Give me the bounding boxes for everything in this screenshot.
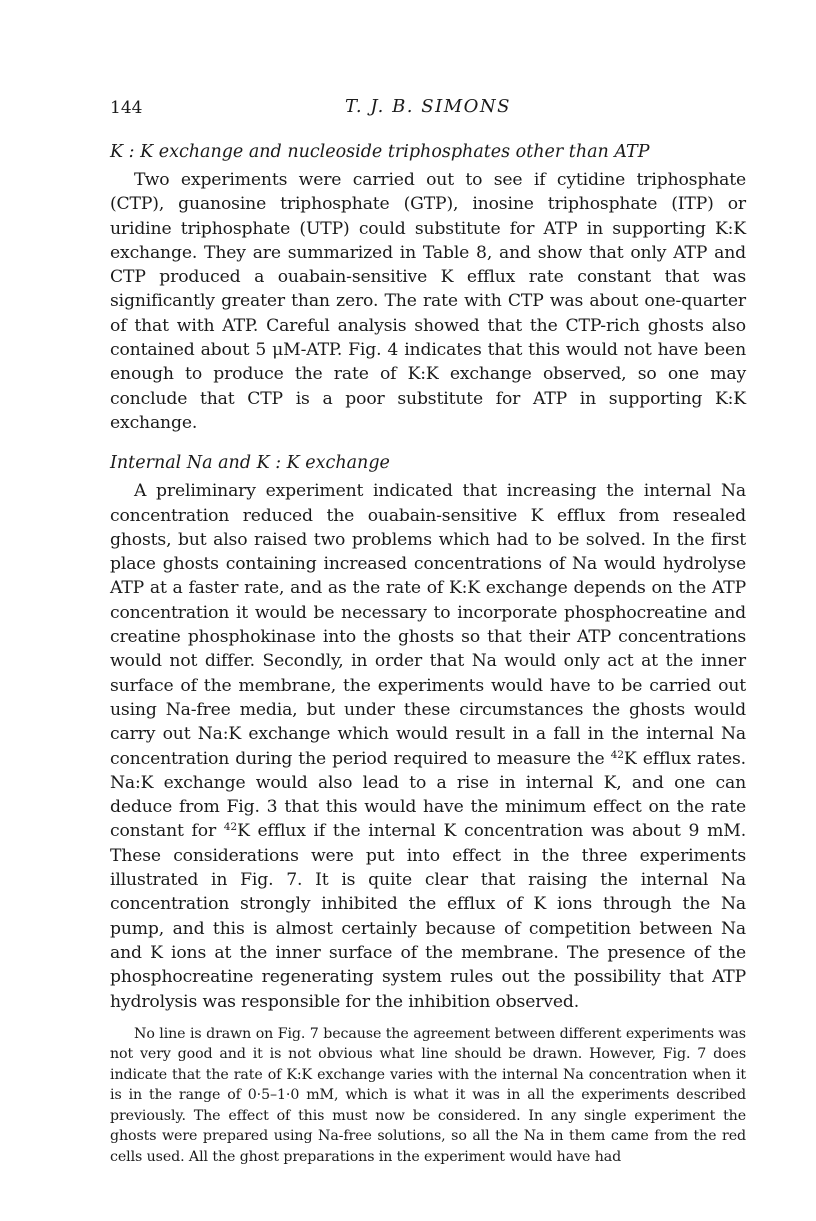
running-title: T. J. B. SIMONS: [345, 96, 511, 117]
paragraph-nucleoside: Two experiments were carried out to see if cytidine triphosphate (CTP), guanosine triphosphate (GTP), inosine triphosphate (ITP) or uridine triphosphate (UTP) could substitute for ATP in supporting K:K exchange. They are summarized in Table 8, and show that only ATP and CTP produced a ouabain-sensitive K efflux rate constant that was significantly greater than zero. The rate with CTP was about one-quarter of that with ATP. Careful analysis showed that the CTP-rich ghosts also contained about 5 μM-ATP. Fig. 4 indicates that this would not have been enough to produce the rate of K:K exchange observed, so one may conclude that CTP is a poor substitute for ATP in supporting K:K exchange.: [110, 170, 746, 433]
section-gap: [110, 435, 746, 451]
page: [110, 92, 746, 1167]
paragraph-text: K efflux rates. Na:K exchange would also lead to a rise in internal K, and one can deduce from Fig. 3 that this would have the minimum effect on the rate constant for: [110, 748, 746, 842]
paragraph-text: A preliminary experiment indicated that increasing the internal Na concentration reduced the ouabain-sensitive K efflux from resealed ghosts, but also raised two problems which had to be solved. In the first place ghosts containing increased concentrations of Na would hydrolyse ATP at a faster rate, and as the rate of K:K exchange depends on the ATP concentration it would be necessary to incorporate phosphocreatine and creatine phosphokinase into the ghosts so that their ATP concentrations would not differ. Secondly, in order that Na would only act at the inner surface of the membrane, the experiments would have to be carried out using Na-free media, but under these circumstances the ghosts would carry out Na:K exchange which would result in a fall in the internal Na concentration during the period required to measure the: [110, 481, 746, 769]
small-print-paragraph: No line is drawn on Fig. 7 because the agreement between different experiments was not very good and it is not obvious what line should be drawn. However, Fig. 7 does indicate that the rate of K:K exchange varies with the internal Na concentration when it is in the range of 0·5–1·0 mM, which is what it was in all the experiments described previously. The effect of this must now be considered. In any single experiment the ghosts were prepared using Na-free solutions, so all the Na in them came from the red cells used. All the ghost preparations in the experiment would have had: [110, 1025, 746, 1165]
section-heading-internal-na: Internal Na and K : K exchange: [110, 453, 390, 474]
section-heading-nucleoside: K : K exchange and nucleoside triphosphates other than ATP: [110, 142, 650, 162]
page-number: 144: [110, 98, 143, 118]
paragraph-internal-na: [110, 479, 746, 1014]
paragraph-text: K efflux if the internal K concentration was about 9 mM. These considerations were put into effect in the three experiments illustrated in Fig. 7. It is quite clear that raising the internal Na concentration strongly inhibited the efflux of K ions through the Na pump, and this is almost certainly because of competition between Na and K ions at the inner surface of the membrane. The presence of the phosphocreatine regenerating system rules out the possibility that ATP hydrolysis was responsible for the inhibition observed.: [110, 821, 747, 1012]
running-header: [110, 92, 746, 124]
isotope-superscript: 42: [223, 820, 238, 834]
isotope-superscript: 42: [610, 747, 624, 761]
